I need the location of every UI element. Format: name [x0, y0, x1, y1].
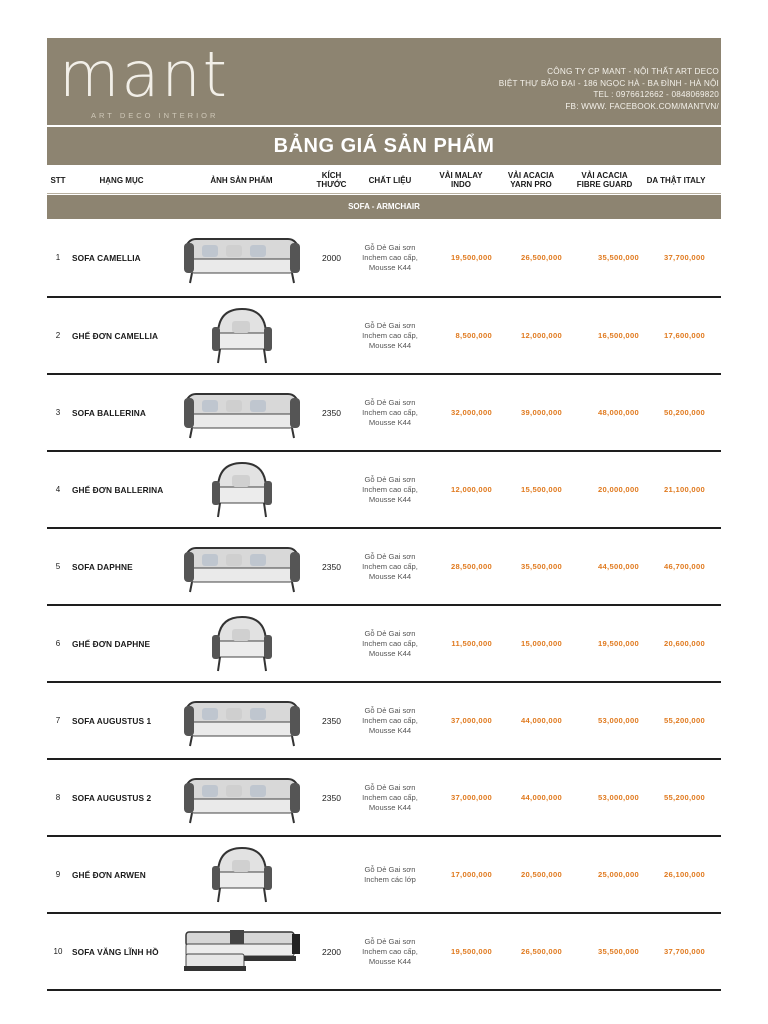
company-info	[499, 66, 719, 112]
row-stt: 8	[55, 793, 61, 802]
row-price-fibre: 19,500,000	[597, 639, 639, 648]
row-material	[354, 783, 426, 813]
table-row	[47, 606, 721, 683]
row-size: 2350	[322, 407, 341, 418]
material-line: Mousse K44	[368, 494, 412, 504]
row-price-fibre: 16,500,000	[597, 331, 639, 340]
sofa-icon	[174, 375, 309, 450]
material-line: Inchem cao cấp,	[362, 330, 418, 340]
row-price-malay: 28,500,000	[450, 562, 492, 571]
row-price-yarn: 12,000,000	[520, 331, 562, 340]
company-name: CÔNG TY CP MANT - NỘI THẤT ART DECO	[547, 67, 719, 76]
material-line: Mousse K44	[368, 956, 412, 966]
brand-tagline: ART DECO INTERIOR	[91, 111, 219, 120]
row-price-leather: 17,600,000	[663, 331, 705, 340]
row-price-leather: 37,700,000	[663, 253, 705, 262]
material-line: Inchem cao cấp,	[362, 561, 418, 571]
price-sheet	[47, 38, 721, 991]
row-stt: 3	[55, 408, 61, 417]
col-price-leather: DA THẬT ITALY	[646, 175, 706, 185]
company-address: BIỆT THỰ BẢO ĐẠI - 186 NGỌC HÀ - BA ĐÌNH - HÀ NỘI	[498, 78, 719, 88]
material-line: Mousse K44	[368, 417, 412, 427]
row-price-yarn: 26,500,000	[520, 253, 562, 262]
page-title: BẢNG GIÁ SẢN PHẨM	[47, 127, 721, 165]
row-name: GHẾ ĐƠN ARWEN	[72, 869, 146, 880]
armchair-icon	[174, 452, 309, 527]
table-row	[47, 683, 721, 760]
material-line: Gỗ Dẻ Gai sơn	[364, 397, 416, 407]
row-material	[354, 243, 426, 273]
row-price-yarn: 39,000,000	[520, 408, 562, 417]
section-header: SOFA - ARMCHAIR	[47, 195, 721, 219]
table-row	[47, 914, 721, 991]
row-price-malay: 32,000,000	[450, 408, 492, 417]
sectional-sofa-icon	[174, 914, 309, 989]
row-name: SOFA BALLERINA	[72, 407, 146, 418]
material-line: Inchem cao cấp,	[362, 407, 418, 417]
material-line: Inchem các lớp	[364, 874, 416, 884]
table-row	[47, 375, 721, 452]
material-line: Gỗ Dẻ Gai sơn	[364, 320, 416, 330]
table-row	[47, 298, 721, 375]
product-table	[47, 219, 721, 991]
row-price-leather: 37,700,000	[663, 947, 705, 956]
material-line: Gỗ Dẻ Gai sơn	[364, 782, 416, 792]
row-price-malay: 19,500,000	[450, 947, 492, 956]
row-price-fibre: 48,000,000	[597, 408, 639, 417]
sofa-icon	[174, 683, 309, 758]
material-line: Gỗ Dẻ Gai sơn	[364, 705, 416, 715]
col-p3-line2: FIBRE GUARD	[576, 180, 633, 189]
row-name: GHẾ ĐƠN DAPHNE	[72, 638, 151, 649]
table-row	[47, 837, 721, 914]
row-price-leather: 26,100,000	[663, 870, 705, 879]
col-p1-line2: INDO	[451, 180, 471, 189]
table-row	[47, 219, 721, 298]
row-stt: 7	[55, 716, 61, 725]
row-material	[354, 321, 426, 351]
row-price-yarn: 20,500,000	[520, 870, 562, 879]
row-price-fibre: 20,000,000	[597, 485, 639, 494]
material-line: Inchem cao cấp,	[362, 715, 418, 725]
col-p2-line1: VẢI ACACIA	[507, 171, 555, 180]
material-line: Inchem cao cấp,	[362, 638, 418, 648]
row-material	[354, 706, 426, 736]
column-headers	[47, 167, 721, 194]
material-line: Gỗ Dẻ Gai sơn	[364, 628, 416, 638]
row-price-leather: 46,700,000	[663, 562, 705, 571]
col-p2-line2: YARN PRO	[510, 180, 552, 189]
company-phone: TEL : 0976612662 - 0848069820	[593, 90, 719, 99]
row-name: SOFA DAPHNE	[72, 561, 133, 572]
row-price-yarn: 26,500,000	[520, 947, 562, 956]
row-price-leather: 20,600,000	[663, 639, 705, 648]
row-price-fibre: 53,000,000	[597, 716, 639, 725]
col-price-yarn	[496, 171, 566, 189]
row-price-malay: 11,500,000	[451, 639, 492, 648]
col-size	[309, 171, 354, 189]
row-name: SOFA AUGUSTUS 1	[72, 715, 152, 726]
row-material	[354, 552, 426, 582]
row-name: SOFA AUGUSTUS 2	[72, 792, 152, 803]
row-stt: 9	[55, 870, 61, 879]
row-price-malay: 37,000,000	[450, 793, 492, 802]
material-line: Gỗ Dẻ Gai sơn	[364, 936, 416, 946]
row-stt: 1	[55, 253, 61, 262]
row-name: SOFA VĂNG LĨNH HỒ	[72, 946, 159, 957]
col-material: CHẤT LIỆU	[368, 175, 412, 185]
col-p3-line1: VẢI ACACIA	[581, 171, 628, 180]
col-p1-line1: VẢI MALAY	[439, 171, 483, 180]
material-line: Inchem cao cấp,	[362, 252, 418, 262]
material-line: Inchem cao cấp,	[362, 484, 418, 494]
row-price-malay: 17,000,000	[450, 870, 492, 879]
col-name: HẠNG MỤC	[99, 175, 144, 185]
material-line: Gỗ Dẻ Gai sơn	[364, 474, 416, 484]
row-size: 2200	[322, 946, 341, 957]
row-material	[354, 398, 426, 428]
row-price-yarn: 15,500,000	[520, 485, 562, 494]
row-price-malay: 12,000,000	[450, 485, 492, 494]
row-name: GHẾ ĐƠN BALLERINA	[72, 484, 164, 495]
col-price-malay	[426, 171, 496, 189]
row-name: SOFA CAMELLIA	[72, 252, 141, 263]
row-name: GHẾ ĐƠN CAMELLIA	[72, 330, 159, 341]
material-line: Inchem cao cấp,	[362, 792, 418, 802]
row-price-yarn: 44,000,000	[520, 793, 562, 802]
row-price-fibre: 35,500,000	[597, 947, 639, 956]
row-price-malay: 37,000,000	[450, 716, 492, 725]
sofa-icon	[174, 760, 309, 835]
row-price-fibre: 25,000,000	[597, 870, 639, 879]
brand-header	[47, 38, 721, 125]
material-line: Mousse K44	[368, 648, 412, 658]
material-line: Mousse K44	[368, 725, 412, 735]
row-size: 2350	[322, 792, 341, 803]
row-price-fibre: 44,500,000	[597, 562, 639, 571]
material-line: Gỗ Dẻ Gai sơn	[364, 551, 416, 561]
row-material	[354, 629, 426, 659]
row-size: 2350	[322, 561, 341, 572]
row-price-fibre: 35,500,000	[597, 253, 639, 262]
row-stt: 4	[55, 485, 61, 494]
mant-logo: mant	[59, 38, 229, 111]
row-price-yarn: 44,000,000	[520, 716, 562, 725]
table-row	[47, 452, 721, 529]
row-stt: 5	[55, 562, 61, 571]
row-stt: 2	[55, 331, 61, 340]
row-price-yarn: 35,500,000	[520, 562, 562, 571]
material-line: Mousse K44	[368, 571, 412, 581]
col-size-line2: THƯỚC	[316, 180, 347, 189]
row-size: 2350	[322, 715, 341, 726]
col-image: ẢNH SẢN PHẨM	[210, 175, 273, 185]
material-line: Inchem cao cấp,	[362, 946, 418, 956]
row-price-leather: 50,200,000	[663, 408, 705, 417]
armchair-icon	[174, 606, 309, 681]
sofa-icon	[174, 529, 309, 604]
row-price-malay: 8,500,000	[455, 331, 492, 340]
row-price-malay: 19,500,000	[450, 253, 492, 262]
armchair-icon	[174, 837, 309, 912]
row-stt: 10	[53, 947, 63, 956]
table-row	[47, 529, 721, 606]
row-price-yarn: 15,000,000	[520, 639, 562, 648]
col-size-line1: KÍCH	[321, 171, 342, 180]
material-line: Gỗ Dẻ Gai sơn	[364, 864, 416, 874]
material-line: Mousse K44	[368, 262, 412, 272]
row-price-leather: 55,200,000	[663, 793, 705, 802]
col-price-fibre	[566, 171, 643, 189]
row-price-leather: 55,200,000	[663, 716, 705, 725]
row-price-fibre: 53,000,000	[597, 793, 639, 802]
material-line: Mousse K44	[368, 802, 412, 812]
row-material	[354, 937, 426, 967]
row-size: 2000	[322, 252, 341, 263]
company-facebook: FB: WWW. FACEBOOK.COM/MANTVN/	[565, 101, 719, 111]
col-stt: STT	[50, 175, 66, 185]
row-material	[354, 865, 426, 885]
row-material	[354, 475, 426, 505]
armchair-icon	[174, 298, 309, 373]
sofa-icon	[174, 219, 309, 296]
row-stt: 6	[55, 639, 61, 648]
row-price-leather: 21,100,000	[663, 485, 705, 494]
material-line: Mousse K44	[368, 340, 412, 350]
material-line: Gỗ Dẻ Gai sơn	[364, 242, 416, 252]
table-row	[47, 760, 721, 837]
